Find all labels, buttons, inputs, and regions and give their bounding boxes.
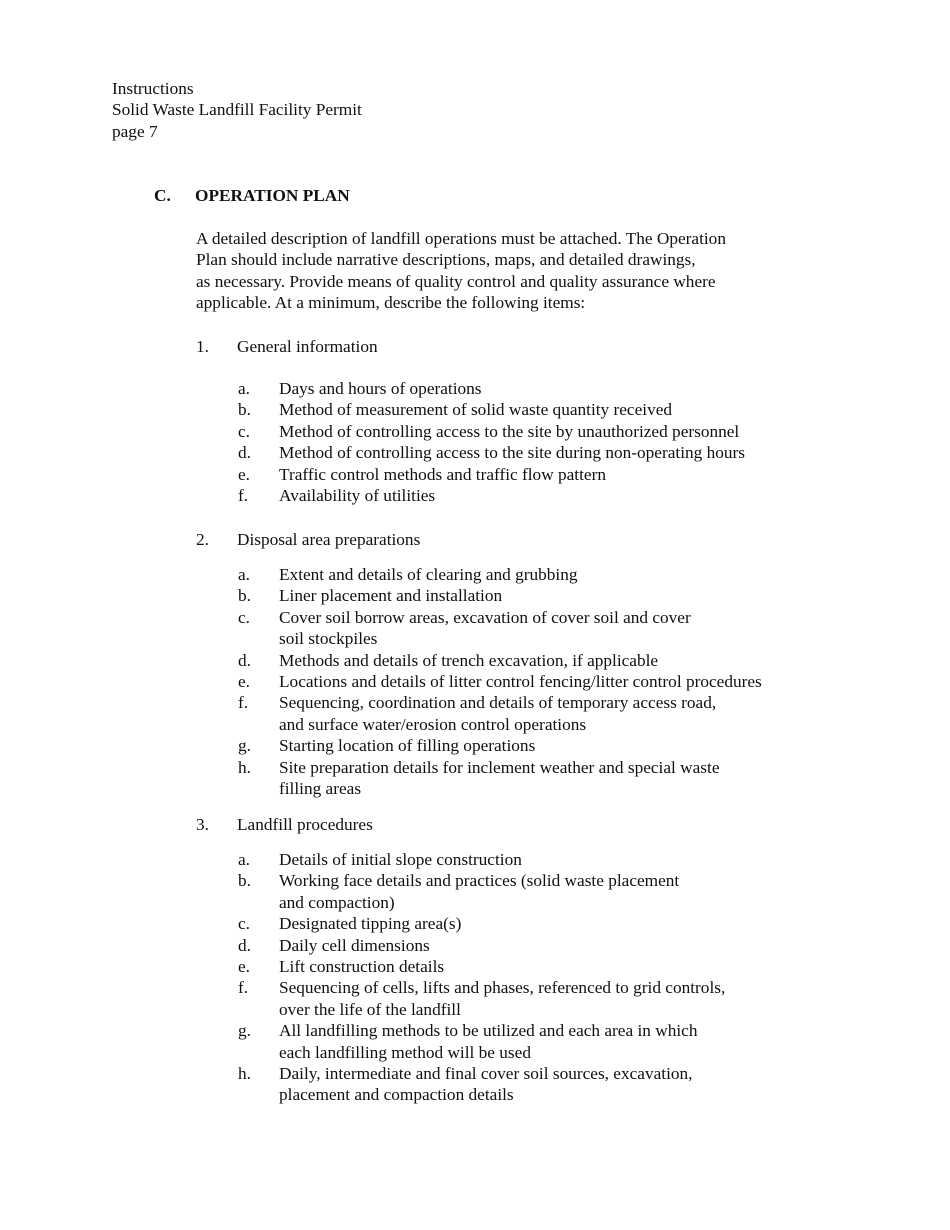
sub-item-letter: a.: [238, 379, 250, 398]
sub-item-text: Starting location of filling operations: [279, 736, 536, 756]
header-line-2: Solid Waste Landfill Facility Permit: [112, 100, 362, 120]
page-header: [112, 78, 362, 142]
sub-item-text: Days and hours of operations: [279, 379, 482, 398]
sub-item: [238, 564, 838, 585]
list-item-general-information: [196, 336, 378, 357]
sub-item-text: Details of initial slope construction: [279, 850, 522, 869]
sub-item-letter: a.: [238, 565, 250, 584]
sub-item: [238, 757, 838, 800]
sub-item-text: Method of measurement of solid waste quantity received: [279, 400, 673, 420]
sub-item-text: Cover soil borrow areas, excavation of cover soil and cover: [279, 607, 691, 627]
header-line-3: page 7: [112, 121, 158, 141]
header-line-1: Instructions: [112, 79, 194, 98]
sub-item-text: and compaction): [279, 892, 395, 912]
sub-item-letter: b.: [238, 586, 251, 606]
sub-item: [238, 913, 838, 934]
sub-item-letter: d.: [238, 650, 251, 670]
sub-item-letter: f.: [238, 978, 249, 998]
sub-item-text: Extent and details of clearing and grubbing: [279, 565, 578, 584]
sub-item: [238, 464, 838, 485]
sub-item-text: Working face details and practices (solid waste placement: [279, 871, 680, 891]
sub-item-text: Traffic control methods and traffic flow pattern: [279, 464, 606, 484]
sub-item: [238, 1020, 838, 1063]
sub-item: [238, 849, 838, 870]
sub-item-text: each landfilling method will be used: [279, 1042, 531, 1062]
section-title: OPERATION PLAN: [195, 186, 350, 205]
intro-line: applicable. At a minimum, describe the following items:: [196, 293, 586, 313]
section-letter: C.: [154, 186, 171, 205]
sub-item-letter: e.: [238, 957, 250, 977]
sub-item: [238, 607, 838, 650]
sub-item-letter: c.: [238, 607, 250, 627]
sub-item-text: Sequencing of cells, lifts and phases, referenced to grid controls,: [279, 978, 726, 998]
section-heading: [154, 185, 350, 206]
sub-item: [238, 1063, 838, 1106]
sub-item: [238, 421, 838, 442]
sub-item-letter: f.: [238, 486, 249, 506]
sub-item-text: All landfilling methods to be utilized and each area in which: [279, 1021, 698, 1041]
sub-item: [238, 956, 838, 977]
sub-item: [238, 870, 838, 913]
sublist-disposal-area-preparations: [238, 564, 838, 799]
sub-item-letter: g.: [238, 1021, 251, 1041]
sub-item-letter: a.: [238, 850, 250, 869]
sub-item: [238, 585, 838, 606]
item-title: Disposal area preparations: [237, 530, 421, 549]
sublist-general-information: [238, 378, 838, 506]
sub-item: [238, 442, 838, 463]
item-number: 1.: [196, 337, 209, 356]
sub-item-text: soil stockpiles: [279, 629, 378, 649]
sub-item: [238, 399, 838, 420]
item-title: General information: [237, 337, 378, 356]
sub-item-letter: f.: [238, 693, 249, 713]
sub-item: [238, 485, 838, 506]
sub-item-text: Site preparation details for inclement weather and special waste: [279, 757, 720, 777]
sub-item-letter: d.: [238, 443, 251, 463]
sub-item-text: and surface water/erosion control operations: [279, 714, 587, 734]
sub-item-text: Locations and details of litter control fencing/litter control procedures: [279, 672, 762, 692]
sub-item-letter: b.: [238, 871, 251, 891]
sub-item-text: Method of controlling access to the site by unauthorized personnel: [279, 421, 740, 441]
sub-item: [238, 735, 838, 756]
sublist-landfill-procedures: [238, 849, 838, 1106]
sub-item: [238, 650, 838, 671]
sub-item-letter: d.: [238, 935, 251, 955]
sub-item-text: over the life of the landfill: [279, 999, 461, 1019]
sub-item: [238, 692, 838, 735]
sub-item: [238, 378, 838, 399]
sub-item-text: Liner placement and installation: [279, 586, 503, 606]
sub-item-text: Daily cell dimensions: [279, 935, 430, 955]
sub-item: [238, 671, 838, 692]
sub-item-letter: e.: [238, 672, 250, 692]
list-item-disposal-area-preparations: [196, 529, 420, 550]
item-title: Landfill procedures: [237, 815, 373, 834]
sub-item-text: Lift construction details: [279, 957, 445, 977]
sub-item-letter: b.: [238, 400, 251, 420]
sub-item-letter: h.: [238, 1064, 251, 1084]
sub-item-text: Sequencing, coordination and details of temporary access road,: [279, 693, 717, 713]
sub-item-letter: e.: [238, 464, 250, 484]
intro-line: Plan should include narrative descriptions, maps, and detailed drawings,: [196, 250, 696, 270]
sub-item-text: Methods and details of trench excavation, if applicable: [279, 650, 659, 670]
sub-item-text: Designated tipping area(s): [279, 914, 462, 934]
sub-item-letter: c.: [238, 421, 250, 441]
sub-item: [238, 935, 838, 956]
sub-item-text: placement and compaction details: [279, 1085, 514, 1105]
sub-item-letter: g.: [238, 736, 251, 756]
sub-item-text: filling areas: [279, 779, 362, 799]
list-item-landfill-procedures: [196, 814, 373, 835]
sub-item-text: Daily, intermediate and final cover soil sources, excavation,: [279, 1064, 693, 1084]
sub-item-text: Availability of utilities: [279, 486, 436, 506]
item-number: 3.: [196, 815, 209, 834]
sub-item-text: Method of controlling access to the site during non-operating hours: [279, 443, 746, 463]
sub-item: [238, 977, 838, 1020]
intro-line: A detailed description of landfill operations must be attached. The Operation: [196, 229, 726, 248]
intro-paragraph: [196, 228, 796, 314]
sub-item-letter: c.: [238, 914, 250, 934]
intro-line: as necessary. Provide means of quality control and quality assurance where: [196, 271, 716, 291]
item-number: 2.: [196, 530, 209, 549]
sub-item-letter: h.: [238, 757, 251, 777]
